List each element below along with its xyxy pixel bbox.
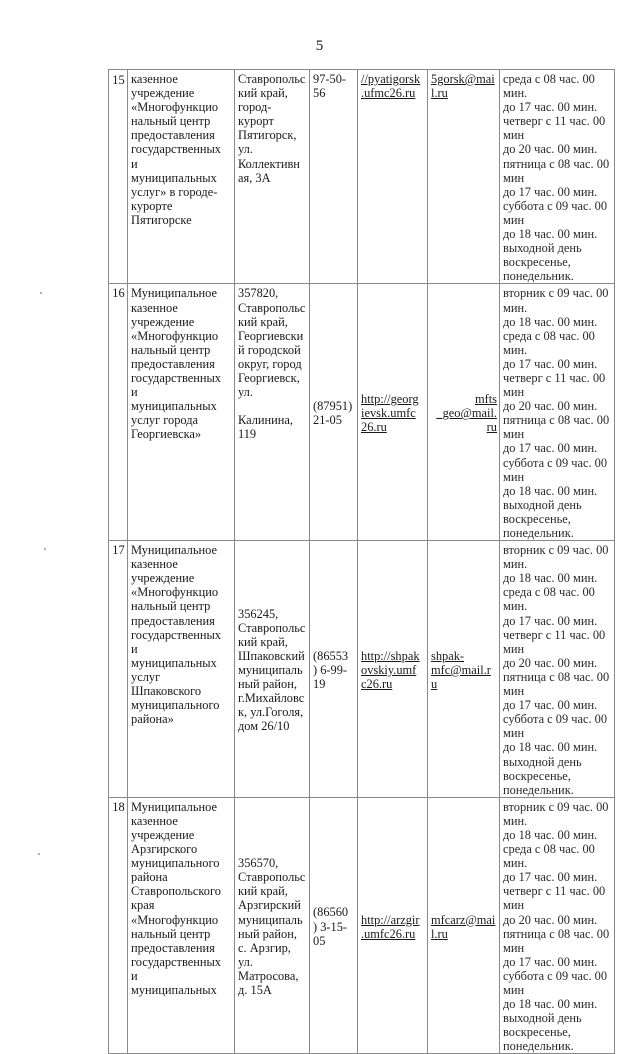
website-link[interactable]: //pyatigorsk .ufmc26.ru (361, 72, 421, 101)
institution-address: 356570, Ставропольс кий край, Арзгирский муниципаль ный район, с. Арзгир, ул. Матросова, д. 15А (235, 797, 310, 1054)
website-link[interactable]: http://arzgir .umfc26.ru (361, 912, 420, 941)
page-number: 5 (315, 38, 324, 54)
table-row (109, 541, 615, 798)
institution-phone: (87951) 21-05 (310, 284, 358, 541)
scan-speck (40, 292, 42, 294)
institution-address: 357820, Ставропольс кий край, Георгиевски й городской округ, город Георгиевск, ул. Калинина, 119 (235, 284, 310, 541)
email-link[interactable]: 5gorsk@mai l.ru (431, 72, 495, 101)
website-link[interactable]: http://shpak ovskiy.umf c26.ru (361, 648, 420, 691)
working-hours: среда с 08 час. 00 мин. до 17 час. 00 мин. четверг с 11 час. 00 мин до 20 час. 00 мин. пятница с 08 час. 00 мин до 17 час. 00 мин. суббота с 09 час. 00 мин до 18 час. 00 мин. выходной день воскресенье, понедельник. (500, 70, 615, 284)
email-link[interactable]: mfts _geo@mail. ru (436, 392, 497, 435)
working-hours: вторник с 09 час. 00 мин. до 18 час. 00 мин. среда с 08 час. 00 мин. до 17 час. 00 мин. четверг с 11 час. 00 мин до 20 час. 00 мин. пятница с 08 час. 00 мин до 17 час. 00 мин. суббота с 09 час. 00 мин до 18 час. 00 мин. выходной день воскресенье, понедельник. (500, 541, 615, 798)
row-number: 15 (109, 70, 128, 284)
email-link[interactable]: mfcarz@mai l.ru (431, 912, 496, 941)
institution-name: Муниципальное казенное учреждение Арзгирского муниципального района Ставропольского края «Многофункцио нальный центр предоставления государственных и муниципальных (128, 797, 235, 1054)
row-number: 17 (109, 541, 128, 798)
row-number: 18 (109, 797, 128, 1054)
institution-phone: (86553 ) 6-99- 19 (310, 541, 358, 798)
table-row (109, 797, 615, 1054)
table-row (109, 70, 615, 284)
institution-address: Ставропольс кий край, город- курорт Пятигорск, ул. Коллективн ая, 3А (235, 70, 310, 284)
scan-speck (38, 853, 40, 855)
institution-phone: 97-50- 56 (310, 70, 358, 284)
mfc-table (108, 69, 615, 1054)
website-link[interactable]: http://georg ievsk.umfc 26.ru (361, 392, 419, 435)
institution-phone: (86560 ) 3-15- 05 (310, 797, 358, 1054)
institution-address: 356245, Ставропольс кий край, Шпаковский муниципаль ный район, г.Михайловс к, ул.Гоголя, дом 26/10 (235, 541, 310, 798)
working-hours: вторник с 09 час. 00 мин. до 18 час. 00 мин. среда с 08 час. 00 мин. до 17 час. 00 мин. четверг с 11 час. 00 мин до 20 час. 00 мин. пятница с 08 час. 00 мин до 17 час. 00 мин. суббота с 09 час. 00 мин до 18 час. 00 мин. выходной день воскресенье, понедельник. (500, 284, 615, 541)
institution-name: казенное учреждение «Многофункцио нальный центр предоставления государственных и муниципальных услуг» в городе- курорте Пятигорске (128, 70, 235, 284)
table-row (109, 284, 615, 541)
row-number: 16 (109, 284, 128, 541)
working-hours: вторник с 09 час. 00 мин. до 18 час. 00 мин. среда с 08 час. 00 мин. до 17 час. 00 мин. четверг с 11 час. 00 мин до 20 час. 00 мин. пятница с 08 час. 00 мин до 17 час. 00 мин. суббота с 09 час. 00 мин до 18 час. 00 мин. выходной день воскресенье, понедельник. (500, 797, 615, 1054)
email-link[interactable]: shpak- mfc@mail.r u (431, 648, 491, 691)
institution-name: Муниципальное казенное учреждение «Многофункцио нальный центр предоставления государственных и муниципальных услуг Шпаковского муниципального района» (128, 541, 235, 798)
scan-speck (44, 548, 46, 550)
institution-name: Муниципальное казенное учреждение «Многофункцио нальный центр предоставления государственных и муниципальных услуг города Георгиевска» (128, 284, 235, 541)
